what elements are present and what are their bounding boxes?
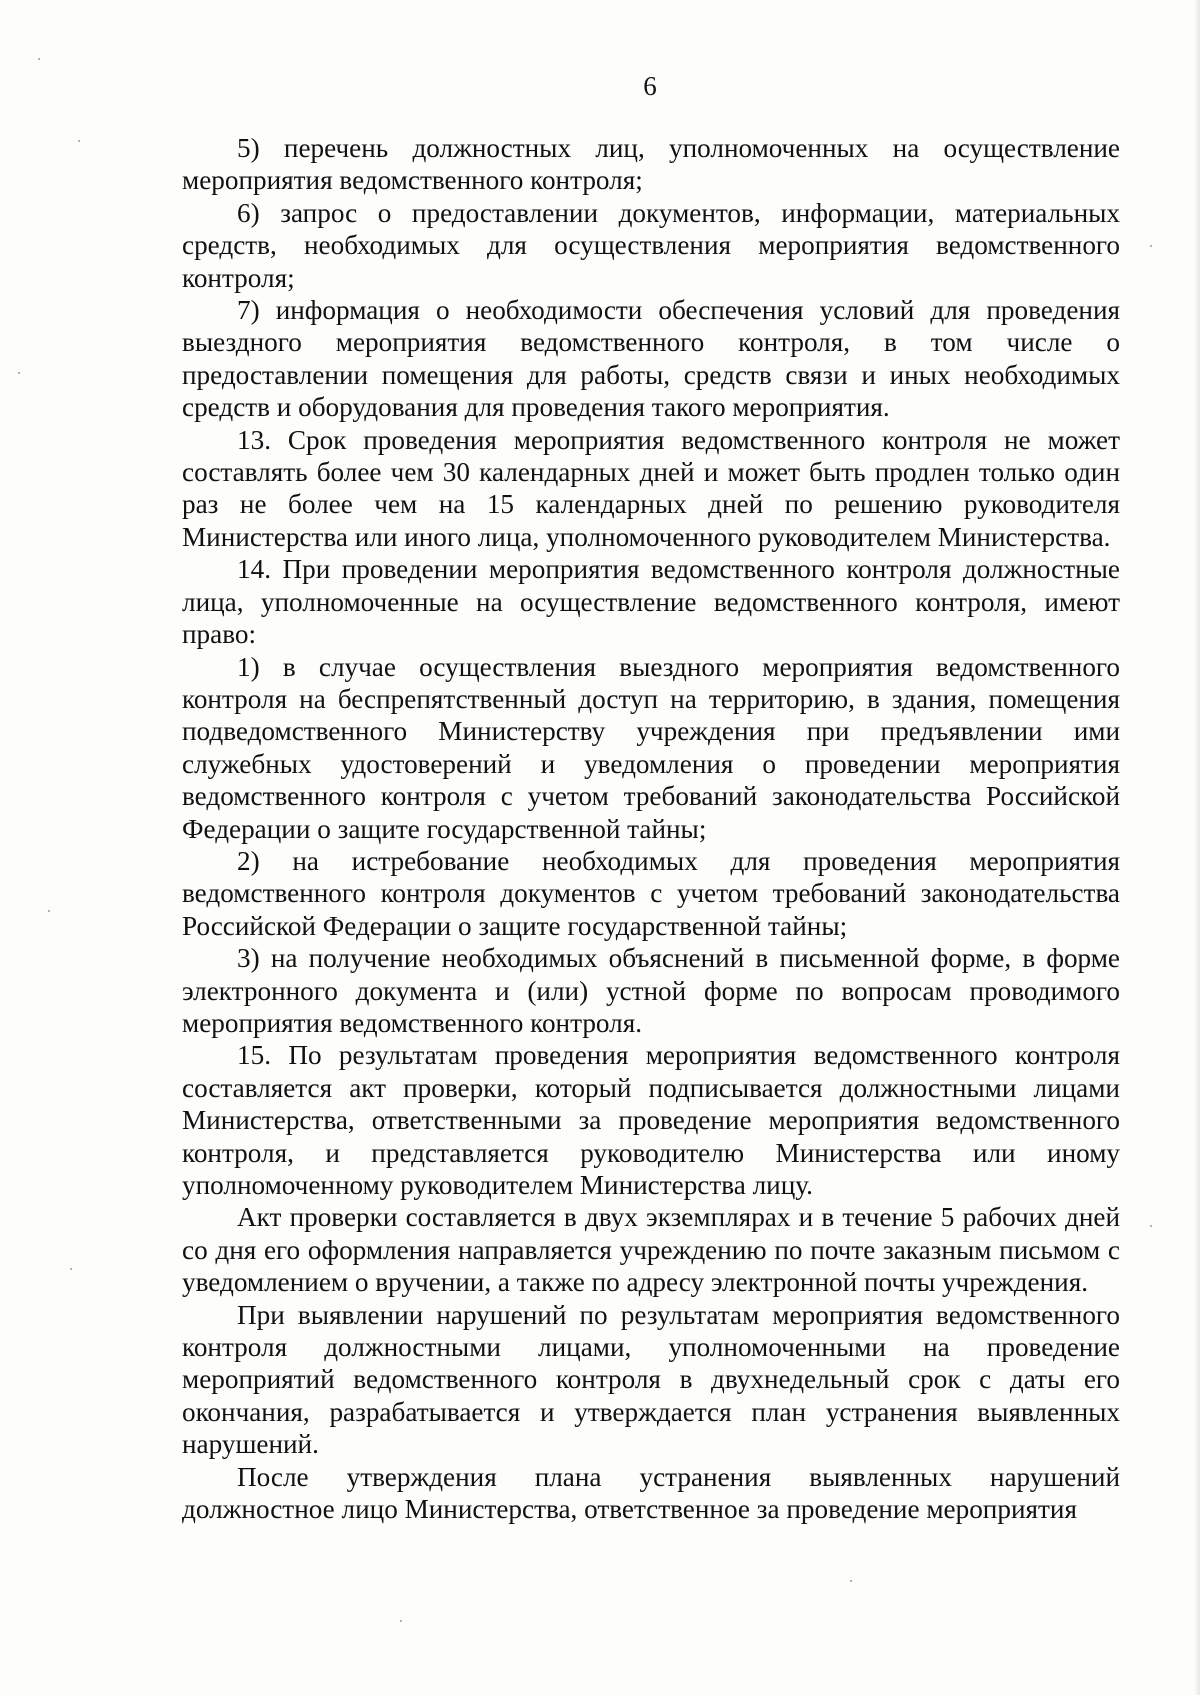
paragraph-item-6: 6) запрос о предоставлении документов, информации, материальных средств, необходимых для осуществления мероприятия ведомственного контроля; bbox=[182, 197, 1120, 293]
scan-speck bbox=[78, 140, 80, 142]
paragraph-after-approval: После утверждения плана устранения выявленных нарушений должностное лицо Министерства, ответственное за проведение мероприятия bbox=[182, 1461, 1120, 1525]
page-edge-shadow bbox=[1194, 0, 1200, 1695]
paragraph-right-3: 3) на получение необходимых объяснений в письменной форме, в форме электронного документа и (или) устной форме по вопросам проводимого мероприятия ведомственного контроля. bbox=[182, 943, 1120, 1038]
paragraph-act-copies: Акт проверки составляется в двух экземплярах и в течение 5 рабочих дней со дня его оформления направляется учреждению по почте заказным письмом с уведомлением о вручении, а также по адресу электронной почты учреждения. bbox=[182, 1202, 1120, 1298]
paragraph-right-2: 2) на истребование необходимых для проведения мероприятия ведомственного контроля документов с учетом требований законодательства Российской Федерации о защите государственной тайны; bbox=[182, 845, 1120, 941]
paragraph-item-5: 5) перечень должностных лиц, уполномоченных на осуществление мероприятия ведомственного контроля; bbox=[182, 133, 1120, 196]
scan-speck bbox=[38, 58, 40, 60]
paragraph-item-7: 7) информация о необходимости обеспечения условий для проведения выездного мероприятия ведомственного контроля, в том числе о предоставлении помещения для работы, средств связи и иных необходимых средств и оборудования для проведения такого мероприятия. bbox=[182, 295, 1120, 423]
scan-speck bbox=[400, 1620, 402, 1622]
paragraph-violations-plan: При выявлении нарушений по результатам мероприятия ведомственного контроля должностными лицами, уполномоченными на проведение мероприятий ведомственного контроля в двухнедельный срок с даты его окончания, разрабатывается и утверждается план устранения выявленных нарушений. bbox=[182, 1299, 1120, 1460]
scan-speck bbox=[850, 1580, 852, 1582]
scan-speck bbox=[1150, 245, 1152, 247]
scan-speck bbox=[48, 910, 50, 912]
document-body bbox=[182, 132, 1120, 1525]
paragraph-right-1: 1) в случае осуществления выездного мероприятия ведомственного контроля на беспрепятственный доступ на территорию, в здания, помещения подведомственного Министерству учреждения при предъявлении ими служебных удостоверений и уведомления о проведении мероприятия ведомственного контроля с учетом требований законодательства Российской Федерации о защите государственной тайны; bbox=[182, 651, 1120, 844]
page-number: 6 bbox=[643, 71, 657, 101]
scan-speck bbox=[18, 372, 20, 374]
scan-speck bbox=[1150, 1225, 1152, 1227]
paragraph-clause-15: 15. По результатам проведения мероприятия ведомственного контроля составляется акт проверки, который подписывается должностными лицами Министерства, ответственными за проведение мероприятия ведомственного контроля, и представляется руководителю Министерства или иному уполномоченному руководителем Министерства лицу. bbox=[182, 1040, 1120, 1200]
paragraph-clause-14: 14. При проведении мероприятия ведомственного контроля должностные лица, уполномоченные на осуществление ведомственного контроля, имеют право: bbox=[182, 554, 1120, 650]
scan-speck bbox=[70, 1268, 72, 1270]
paragraph-clause-13: 13. Срок проведения мероприятия ведомственного контроля не может составлять более чем 30 календарных дней и может быть продлен только один раз не более чем на 15 календарных дней по решению руководителя Министерства или иного лица, уполномоченного руководителем Министерства. bbox=[182, 424, 1120, 552]
